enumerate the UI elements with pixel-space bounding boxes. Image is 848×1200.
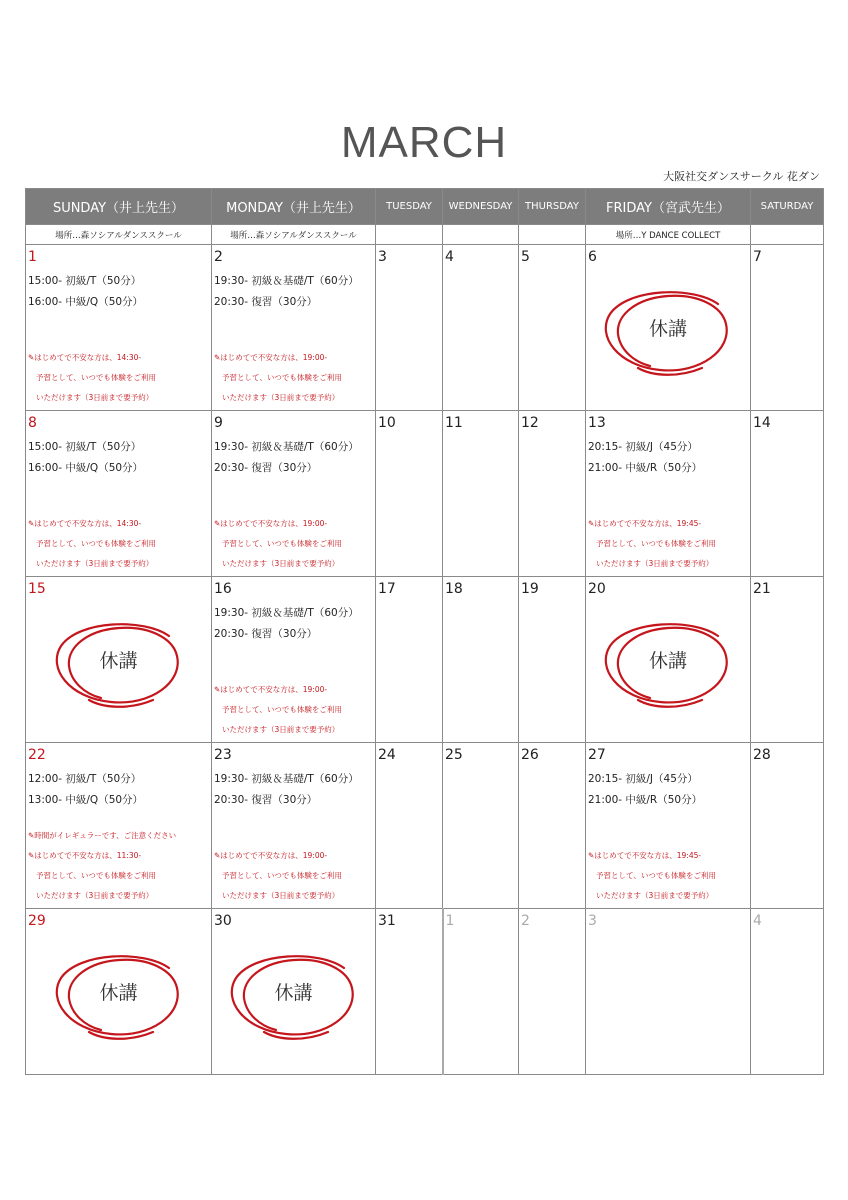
lesson-line: 20:30- 復習（30分） bbox=[214, 794, 318, 806]
lesson-schedule bbox=[214, 603, 359, 645]
day-number: 26 bbox=[521, 747, 539, 763]
day-cell bbox=[443, 909, 519, 1075]
note-line: ✎はじめてで不安な方は、19:00- bbox=[214, 851, 328, 860]
venue-row bbox=[26, 225, 824, 245]
note-line: ✎はじめてで不安な方は、11:30- bbox=[28, 851, 142, 860]
week-row bbox=[26, 577, 824, 743]
lesson-line: 19:30- 初級＆基礎/T（60分） bbox=[214, 773, 359, 785]
venue-wednesday bbox=[443, 225, 519, 245]
venue-sunday: 場所…森ソシアルダンススクール bbox=[26, 225, 212, 245]
day-cell bbox=[519, 743, 586, 909]
circle-name: 大阪社交ダンスサークル 花ダン bbox=[663, 170, 820, 183]
note-line: 予習として、いつでも体験をご利用 bbox=[222, 373, 342, 382]
lesson-line: 20:15- 初級/J（45分） bbox=[588, 441, 698, 453]
note-line: ✎はじめてで不安な方は、14:30- bbox=[28, 353, 142, 362]
lesson-line: 19:30- 初級＆基礎/T（60分） bbox=[214, 275, 359, 287]
day-cell bbox=[26, 245, 212, 411]
venue-tuesday bbox=[376, 225, 443, 245]
lesson-line: 19:30- 初級＆基礎/T（60分） bbox=[214, 441, 359, 453]
day-number: 18 bbox=[445, 581, 463, 597]
day-cell bbox=[586, 577, 751, 743]
day-cell bbox=[751, 743, 824, 909]
trial-note bbox=[588, 846, 716, 906]
day-number: 2 bbox=[214, 249, 223, 265]
day-number: 4 bbox=[445, 249, 454, 265]
lesson-line: 21:00- 中級/R（50分） bbox=[588, 462, 703, 474]
day-cell bbox=[212, 577, 376, 743]
weekday-header-row bbox=[26, 189, 824, 225]
trial-note bbox=[214, 680, 342, 740]
lesson-line: 20:30- 復習（30分） bbox=[214, 462, 318, 474]
note-line: いただけます（3日前まで要予約） bbox=[596, 559, 714, 568]
lesson-schedule bbox=[214, 271, 359, 313]
day-number: 20 bbox=[588, 581, 606, 597]
day-number: 30 bbox=[214, 913, 232, 929]
note-line: 予習として、いつでも体験をご利用 bbox=[36, 871, 156, 880]
note-line: 予習として、いつでも体験をご利用 bbox=[596, 871, 716, 880]
day-cell bbox=[26, 577, 212, 743]
day-number: 3 bbox=[588, 913, 597, 929]
class-cancelled-mark bbox=[598, 616, 738, 712]
day-cell bbox=[376, 909, 443, 1075]
week-row bbox=[26, 245, 824, 411]
day-number: 28 bbox=[753, 747, 771, 763]
note-line: 予習として、いつでも体験をご利用 bbox=[222, 539, 342, 548]
day-cell bbox=[519, 411, 586, 577]
venue-saturday bbox=[751, 225, 824, 245]
week-row bbox=[26, 909, 824, 1075]
lesson-schedule bbox=[214, 437, 359, 479]
cancelled-label: 休講 bbox=[99, 981, 138, 1004]
lesson-line: 12:00- 初級/T（50分） bbox=[28, 773, 142, 785]
note-line: いただけます（3日前まで要予約） bbox=[36, 891, 154, 900]
day-number: 7 bbox=[753, 249, 762, 265]
note-line: ✎はじめてで不安な方は、19:00- bbox=[214, 519, 328, 528]
note-line: 予習として、いつでも体験をご利用 bbox=[222, 705, 342, 714]
day-cell bbox=[212, 743, 376, 909]
day-cell bbox=[212, 909, 376, 1075]
day-number: 21 bbox=[753, 581, 771, 597]
lesson-schedule bbox=[214, 769, 359, 811]
class-cancelled-mark bbox=[224, 948, 364, 1044]
day-number: 12 bbox=[521, 415, 539, 431]
lesson-schedule bbox=[28, 271, 143, 313]
day-cell bbox=[376, 411, 443, 577]
cancelled-label: 休講 bbox=[274, 981, 313, 1004]
lesson-line: 19:30- 初級＆基礎/T（60分） bbox=[214, 607, 359, 619]
week-row bbox=[26, 743, 824, 909]
day-cell bbox=[751, 245, 824, 411]
note-line: 予習として、いつでも体験をご利用 bbox=[36, 373, 156, 382]
class-cancelled-mark bbox=[598, 284, 738, 380]
note-line: 予習として、いつでも体験をご利用 bbox=[222, 871, 342, 880]
day-cell bbox=[443, 245, 519, 411]
note-line: ✎はじめてで不安な方は、14:30- bbox=[28, 519, 142, 528]
venue-monday: 場所…森ソシアルダンススクール bbox=[212, 225, 376, 245]
day-number: 19 bbox=[521, 581, 539, 597]
lesson-line: 20:30- 復習（30分） bbox=[214, 628, 318, 640]
day-number: 16 bbox=[214, 581, 232, 597]
calendar-grid bbox=[25, 188, 824, 1075]
day-number: 6 bbox=[588, 249, 597, 265]
note-line: いただけます（3日前まで要予約） bbox=[596, 891, 714, 900]
note-line: 予習として、いつでも体験をご利用 bbox=[36, 539, 156, 548]
day-number: 1 bbox=[445, 913, 455, 929]
day-number: 17 bbox=[378, 581, 396, 597]
header-monday: MONDAY（井上先生） bbox=[212, 189, 376, 225]
note-line: いただけます（3日前まで要予約） bbox=[222, 393, 340, 402]
day-number: 24 bbox=[378, 747, 396, 763]
day-number: 10 bbox=[378, 415, 396, 431]
day-cell bbox=[751, 909, 824, 1075]
header-saturday: SATURDAY bbox=[751, 189, 824, 225]
cancelled-label: 休講 bbox=[648, 317, 687, 340]
day-number: 15 bbox=[28, 581, 46, 597]
day-cell bbox=[376, 577, 443, 743]
day-cell bbox=[443, 577, 519, 743]
day-number: 2 bbox=[521, 913, 530, 929]
day-cell bbox=[586, 411, 751, 577]
day-cell bbox=[586, 245, 751, 411]
cancelled-label: 休講 bbox=[99, 649, 138, 672]
day-cell bbox=[519, 245, 586, 411]
trial-note bbox=[214, 846, 342, 906]
note-line: いただけます（3日前まで要予約） bbox=[36, 393, 154, 402]
calendar-title: MARCH bbox=[340, 118, 508, 167]
day-number: 14 bbox=[753, 415, 771, 431]
day-cell bbox=[376, 743, 443, 909]
note-line: ✎はじめてで不安な方は、19:00- bbox=[214, 685, 328, 694]
note-line: ✎はじめてで不安な方は、19:00- bbox=[214, 353, 328, 362]
day-cell bbox=[212, 411, 376, 577]
class-cancelled-mark bbox=[49, 616, 189, 712]
trial-note bbox=[28, 826, 176, 906]
day-number: 1 bbox=[28, 249, 37, 265]
day-number: 8 bbox=[28, 415, 37, 431]
lesson-schedule bbox=[588, 437, 702, 479]
lesson-line: 20:30- 復習（30分） bbox=[214, 296, 318, 308]
header-sunday: SUNDAY（井上先生） bbox=[26, 189, 212, 225]
day-number: 23 bbox=[214, 747, 232, 763]
day-cell bbox=[212, 245, 376, 411]
day-cell bbox=[519, 577, 586, 743]
day-cell bbox=[26, 743, 212, 909]
day-number: 13 bbox=[588, 415, 606, 431]
lesson-schedule bbox=[588, 769, 702, 811]
day-cell bbox=[26, 411, 212, 577]
venue-thursday bbox=[519, 225, 586, 245]
trial-note bbox=[588, 514, 716, 574]
day-cell bbox=[751, 577, 824, 743]
note-line: ✎はじめてで不安な方は、19:45- bbox=[588, 519, 702, 528]
note-line: いただけます（3日前まで要予約） bbox=[222, 891, 340, 900]
venue-friday: 場所…Y DANCE COLLECT bbox=[586, 225, 751, 245]
lesson-line: 21:00- 中級/R（50分） bbox=[588, 794, 703, 806]
trial-note bbox=[214, 348, 342, 408]
class-cancelled-mark bbox=[49, 948, 189, 1044]
note-line: 予習として、いつでも体験をご利用 bbox=[596, 539, 716, 548]
day-number: 31 bbox=[378, 913, 396, 929]
trial-note bbox=[214, 514, 342, 574]
header-friday: FRIDAY（宮武先生） bbox=[586, 189, 751, 225]
note-line: いただけます（3日前まで要予約） bbox=[222, 559, 340, 568]
lesson-line: 16:00- 中級/Q（50分） bbox=[28, 296, 144, 308]
day-cell bbox=[376, 245, 443, 411]
note-line: いただけます（3日前まで要予約） bbox=[222, 725, 340, 734]
day-number: 25 bbox=[445, 747, 463, 763]
day-cell bbox=[443, 743, 519, 909]
day-cell bbox=[586, 909, 751, 1075]
day-cell bbox=[443, 411, 519, 577]
cancelled-label: 休講 bbox=[648, 649, 687, 672]
lesson-schedule bbox=[28, 769, 143, 811]
header-thursday: THURSDAY bbox=[519, 189, 586, 225]
trial-note bbox=[28, 348, 156, 408]
day-cell bbox=[26, 909, 212, 1075]
day-cell bbox=[586, 743, 751, 909]
day-number: 11 bbox=[445, 415, 463, 431]
note-line: ✎時間がイレギュラーです、ご注意ください bbox=[28, 831, 177, 840]
day-number: 29 bbox=[28, 913, 46, 929]
lesson-schedule bbox=[28, 437, 143, 479]
lesson-line: 20:15- 初級/J（45分） bbox=[588, 773, 698, 785]
day-number: 27 bbox=[588, 747, 606, 763]
day-number: 22 bbox=[28, 747, 46, 763]
header-tuesday: TUESDAY bbox=[376, 189, 443, 225]
trial-note bbox=[28, 514, 156, 574]
day-cell bbox=[751, 411, 824, 577]
lesson-line: 15:00- 初級/T（50分） bbox=[28, 441, 142, 453]
day-number: 3 bbox=[378, 249, 387, 265]
header-wednesday: WEDNESDAY bbox=[443, 189, 519, 225]
lesson-line: 16:00- 中級/Q（50分） bbox=[28, 462, 144, 474]
lesson-line: 15:00- 初級/T（50分） bbox=[28, 275, 142, 287]
week-row bbox=[26, 411, 824, 577]
note-line: いただけます（3日前まで要予約） bbox=[36, 559, 154, 568]
day-cell bbox=[519, 909, 586, 1075]
lesson-line: 13:00- 中級/Q（50分） bbox=[28, 794, 144, 806]
day-number: 9 bbox=[214, 415, 223, 431]
day-number: 5 bbox=[521, 249, 530, 265]
day-number: 4 bbox=[753, 913, 762, 929]
note-line: ✎はじめてで不安な方は、19:45- bbox=[588, 851, 702, 860]
